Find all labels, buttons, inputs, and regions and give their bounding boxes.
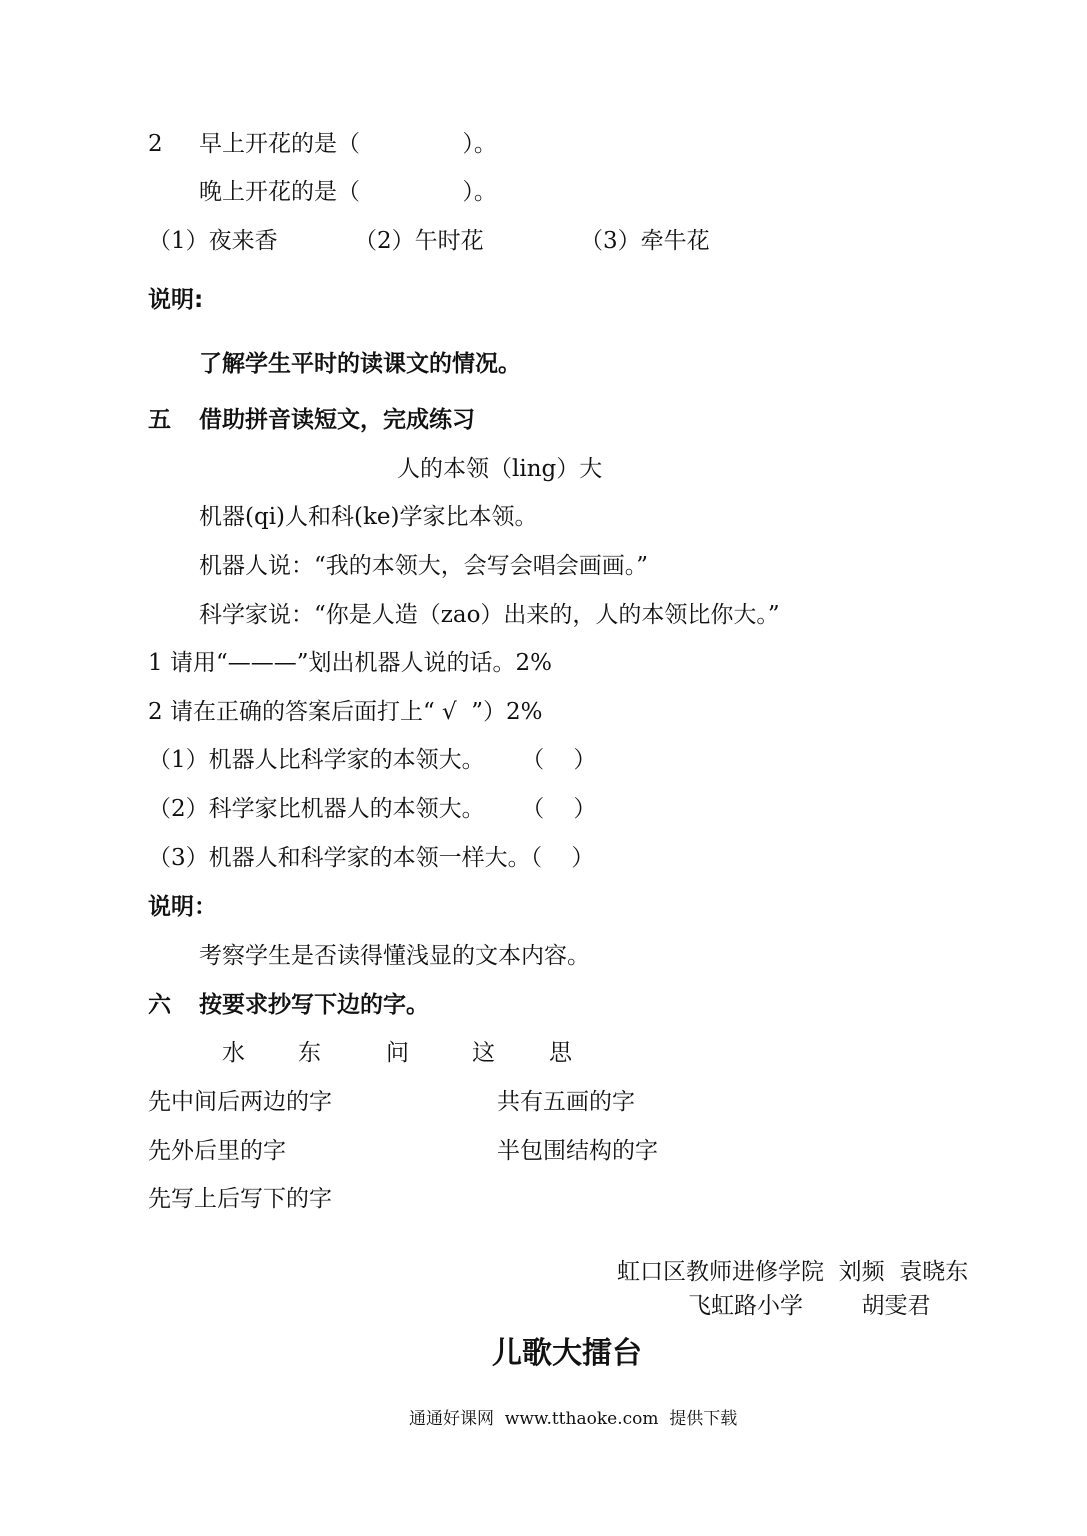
note1-label: 说明:	[148, 287, 204, 313]
note2-text: 考察学生是否读得懂浅显的文本内容。	[199, 943, 590, 969]
choice-3: （3）机器人和科学家的本领一样大。（ ）	[148, 845, 595, 871]
author-line-2: 飞虹路小学 胡雯君	[688, 1293, 931, 1319]
char-item: 问	[386, 1040, 409, 1066]
q2-line-evening: 晚上开花的是（ ）。	[199, 179, 497, 205]
task-1: 1 请用“———”划出机器人说的话。2%	[148, 650, 552, 676]
note2-label: 说明：	[148, 894, 217, 920]
section5-title: 借助拼音读短文，完成练习	[199, 407, 475, 433]
char-item: 这	[472, 1040, 495, 1066]
section6-title: 按要求抄写下边的字。	[199, 992, 429, 1018]
q2-option-1: （1）夜来香	[148, 228, 278, 254]
choice-1: （1）机器人比科学家的本领大。 （ ）	[148, 747, 597, 773]
q2-option-3: （3）牵牛花	[580, 228, 710, 254]
choice-2: （2）科学家比机器人的本领大。 （ ）	[148, 796, 597, 822]
note1-text: 了解学生平时的读课文的情况。	[199, 351, 521, 377]
footer-credit: 通通好课网 www.tthaoke.com 提供下载	[409, 1409, 738, 1429]
category-right-2: 半包围结构的字	[497, 1138, 658, 1164]
story-paragraph-1: 机器(qi)人和科(ke)学家比本领。	[199, 504, 538, 530]
q2-option-2: （2）午时花	[354, 228, 484, 254]
category-right-1: 共有五画的字	[497, 1089, 635, 1115]
category-left-1: 先中间后两边的字	[148, 1089, 332, 1115]
char-item: 东	[298, 1040, 321, 1066]
section6-number: 六	[148, 992, 171, 1018]
char-item: 水	[222, 1040, 245, 1066]
char-item: 思	[549, 1040, 572, 1066]
story-paragraph-2: 机器人说：“我的本领大，会写会唱会画画。”	[199, 553, 649, 579]
author-line-1: 虹口区教师进修学院 刘频 袁晓东	[617, 1259, 969, 1285]
category-left-3: 先写上后写下的字	[148, 1186, 332, 1212]
task-2: 2 请在正确的答案后面打上“ √ ”）2%	[148, 699, 543, 725]
q2-line-morning: 早上开花的是（ ）。	[199, 131, 497, 157]
next-section-title: 儿歌大擂台	[492, 1336, 642, 1371]
story-paragraph-3: 科学家说：“你是人造（zao）出来的，人的本领比你大。”	[199, 602, 780, 628]
section5-number: 五	[148, 407, 171, 433]
category-left-2: 先外后里的字	[148, 1138, 286, 1164]
story-title: 人的本领（ling）大	[397, 456, 603, 482]
q2-number: 2	[148, 131, 163, 157]
